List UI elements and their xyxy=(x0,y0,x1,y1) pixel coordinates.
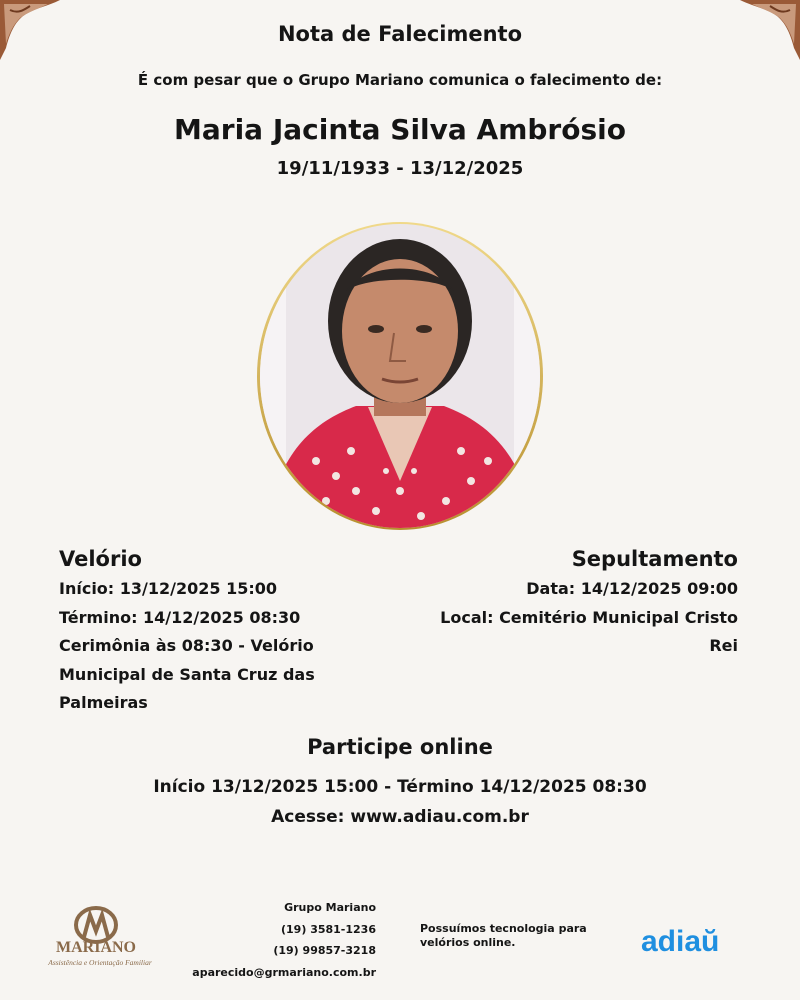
online-period: Início 13/12/2025 15:00 - Término 14/12/2025 08:30 xyxy=(153,777,647,797)
portrait-photo xyxy=(256,221,544,531)
company-name: Grupo Mariano xyxy=(284,901,376,914)
life-dates: 19/11/1933 - 13/12/2025 xyxy=(276,158,524,179)
svg-text:MARIANO: MARIANO xyxy=(56,939,136,956)
phone-1[interactable]: (19) 3581-1236 xyxy=(281,922,376,936)
deceased-name: Maria Jacinta Silva Ambrósio xyxy=(174,113,626,146)
svg-text:Assistência e Orientação Famil: Assistência e Orientação Familiar xyxy=(48,958,152,967)
email-link[interactable]: aparecido@grmariano.com.br xyxy=(192,965,376,979)
sepultamento-date: Data: 14/12/2025 09:00 xyxy=(526,579,738,598)
page-title: Nota de Falecimento xyxy=(277,22,523,46)
adiau-logo[interactable] xyxy=(641,920,756,960)
phone-2[interactable]: (19) 99857-3218 xyxy=(273,944,376,957)
intro-text: É com pesar que o Grupo Mariano comunica o falecimento de: xyxy=(137,71,663,89)
online-heading: Participe online xyxy=(307,735,493,759)
svg-text:adiaŭ: adiaŭ xyxy=(641,925,720,958)
velorio-ceremony: Cerimônia às 08:30 - Velório xyxy=(59,636,314,655)
tech-text: Possuímos tecnologia para velórios online. xyxy=(420,922,587,949)
velorio-start: Início: 13/12/2025 15:00 xyxy=(59,579,278,598)
sepultamento-location: Local: Cemitério Municipal Cristo xyxy=(440,607,738,627)
sepultamento-heading: Sepultamento xyxy=(571,547,738,571)
sepultamento-section xyxy=(378,547,738,661)
velorio-location-cont: Palmeiras xyxy=(59,693,148,712)
velorio-heading: Velório xyxy=(59,547,142,571)
contact-block xyxy=(170,897,376,983)
velorio-end: Término: 14/12/2025 08:30 xyxy=(59,607,301,627)
online-access-link[interactable]: Acesse: www.adiau.com.br xyxy=(271,807,529,827)
mariano-logo xyxy=(44,905,156,970)
sepultamento-location-cont: Rei xyxy=(709,636,738,655)
velorio-section xyxy=(59,547,389,718)
velorio-location: Municipal de Santa Cruz das xyxy=(59,664,315,684)
